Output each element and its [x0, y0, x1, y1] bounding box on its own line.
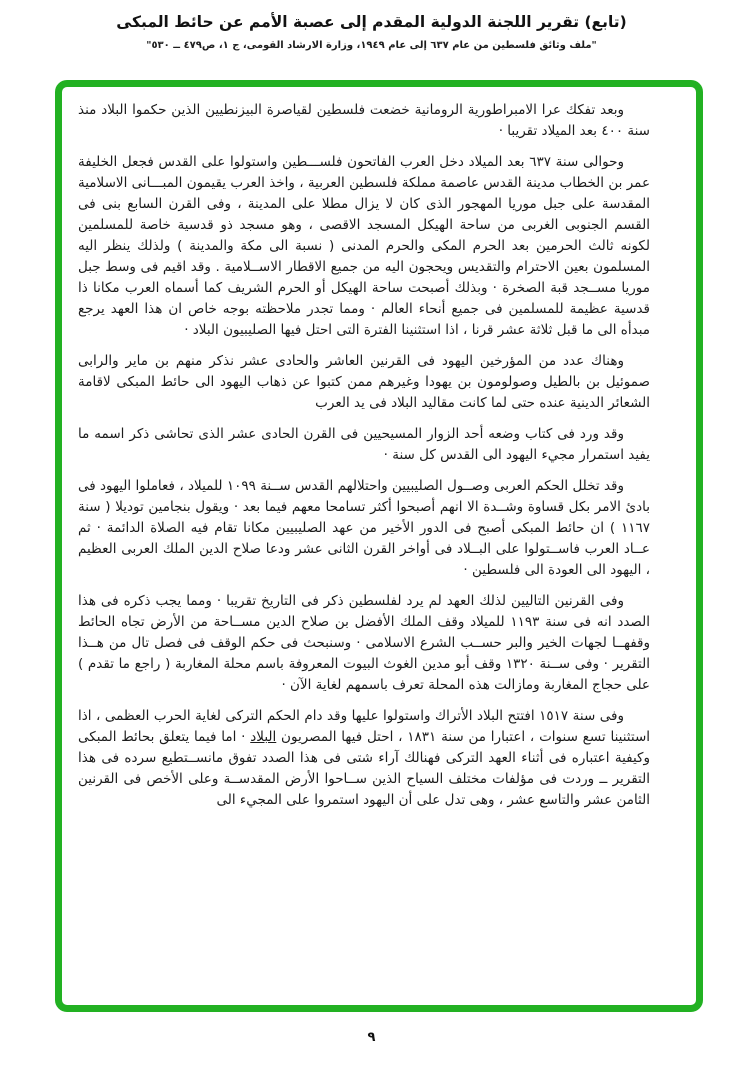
underlined-word: البلاد — [250, 729, 277, 745]
document-frame — [55, 80, 703, 1012]
paragraph-waqf-endowment: وفى القرنين التاليين لذلك العهد لم يرد لفلسطين ذكر فى التاريخ تقريبا · ومما يجب ذكره فى هذا الصدد انه فى سنة ١١٩٣ للميلاد وقف الملك الأفضل بن صلاح الدين مســاحة من الأرض تجاه الحائط وقفهــا لجهات الخير والبر حســب الشرع الاسلامى · وسنبحث فى حكم الوقف فى فصل تال من هــذا التقرير · وفى ســنة ١٣٢٠ وقف أبو مدين الغوث البيوت المعروفة باسم محلة المغاربة ( راجع ما تقدم ) على حجاج المغاربة ومازالت هذه المحلة تعرف باسمهم لغاية الآن · — [78, 593, 650, 693]
paragraph-text: · اما فيما يتعلق بحائط المبكى وكيفية اعتباره فى أثناء العهد التركى فهنالك آراء شتى فى هذا الصدد تفوق مانســتطيع سرده فى هذا التقرير ــ وردت فى مؤلفات مختلف السياح الذين ســاحوا الأرض المقدســة وعلى الأخص فى القرنين الثامن عشر والتاسع عشر ، وهى تدل على أن اليهود استمروا على المجيء الى — [78, 729, 650, 808]
page-number: ٩ — [367, 1030, 376, 1045]
paragraph-jewish-historians: وهناك عدد من المؤرخين اليهود فى القرنين العاشر والحادى عشر نذكر منهم بن ماير والرابى صموئيل بن بالطيل وصولومون بن يهودا وغيرهم ممن كتبوا عن ذهاب اليهود الى حائط المبكى لاقامة الشعائر الدينية عنده حتى لما كانت مقاليد البلاد فى يد العرب — [78, 353, 650, 411]
document-body — [62, 87, 696, 1005]
document-title: (تابع) تقرير اللجنة الدولية المقدم إلى عصبة الأمم عن حائط المبكى — [116, 13, 627, 31]
paragraph-byzantine-era: وبعد تفكك عرا الامبراطورية الرومانية خضعت فلسطين لقياصرة البيزنطيين الذين حكموا البلاد منذ سنة ٤٠٠ بعد الميلاد تقريبا · — [78, 102, 650, 139]
source-citation: "ملف وثائق فلسطين من عام ٦٣٧ إلى عام ١٩٤٩، وزارة الارشاد القومى، ج ١، ص٤٧٩ ــ ٥٣٠" — [146, 40, 597, 51]
paragraph-text: وفى سنة ١٥١٧ افتتح البلاد الأتراك واستولوا عليها وقد دام الحكم التركى لغاية الحرب العظمى ، اذا استثنينا تسع سنوات ، اعتبارا من سنة ١٨٣١ ، احتل فيها المصريون — [78, 708, 651, 745]
paragraph-ottoman-era — [78, 706, 650, 811]
paragraph-arab-conquest: وحوالى سنة ٦٣٧ بعد الميلاد دخل العرب الفاتحون فلســـطين واستولوا على القدس فجعل الخليفة عمر بن الخطاب مدينة القدس عاصمة مملكة فلسطين العربية ، واخذ العرب يقيمون المبـــانى الاسلامية المقدسة على جبل موريا المهجور الذى كان لا يزال مطلا على المدينة ، وفى القرن السابع بنى فى القسم الجنوبى الغربى من ساحة الهيكل المسجد الاقصى ، وهو مسجد ذو قدسية خاصة للمسلمين لكونه ثالث الحرمين بعد الحرم المكى والحرم المدنى ( نسبة الى مكة والمدينة ) ولذلك ينظر اليه المسلمون بعين الاحترام والتقديس ويحجون اليه من جميع الاقطار الاســلامية . وقد اقيم فى وسط جبل موريا مســجد قبة الصخرة · وبذلك أصبحت ساحة الهيكل أو الحرم الشريف كما أسماه العرب مكانا ذا قدسية عظيمة للمسلمين فى جميع أنحاء العالم · ومما تجدر ملاحظته بوجه خاص ان هذا العهد يرجع مبدأه الى ما قبل ثلاثة عشر قرنا ، اذا استثنينا الفترة التى احتل فيها الصليبيون البلاد · — [78, 154, 650, 338]
paragraph-crusader-period: وقد تخلل الحكم العربى وصــول الصليبيين واحتلالهم القدس ســنة ١٠٩٩ للميلاد ، فعاملوا اليهود فى بادئ الامر بكل قساوة وشــدة الا انهم أصبحوا أكثر تسامحا معهم فيما بعد · ويقول بنجامين توديلا ( سنة ١١٦٧ ) ان حائط المبكى أصبح فى الدور الأخير من عهد الصليبيين مكانا تقام فيه الصلاة الدائمة · ثم عــاد العرب فاســتولوا على البــلاد فى أواخر القرن الثانى عشر ودعا صلاح الدين الملك العربى العظيم ، اليهود الى العودة الى فلسطين · — [78, 478, 650, 578]
paragraph-christian-visitor: وقد ورد فى كتاب وضعه أحد الزوار المسيحيين فى القرن الحادى عشر الذى تحاشى ذكر اسمه ما يفيد استمرار مجيء اليهود الى القدس كل سنة · — [78, 426, 650, 463]
document-header — [0, 13, 743, 51]
